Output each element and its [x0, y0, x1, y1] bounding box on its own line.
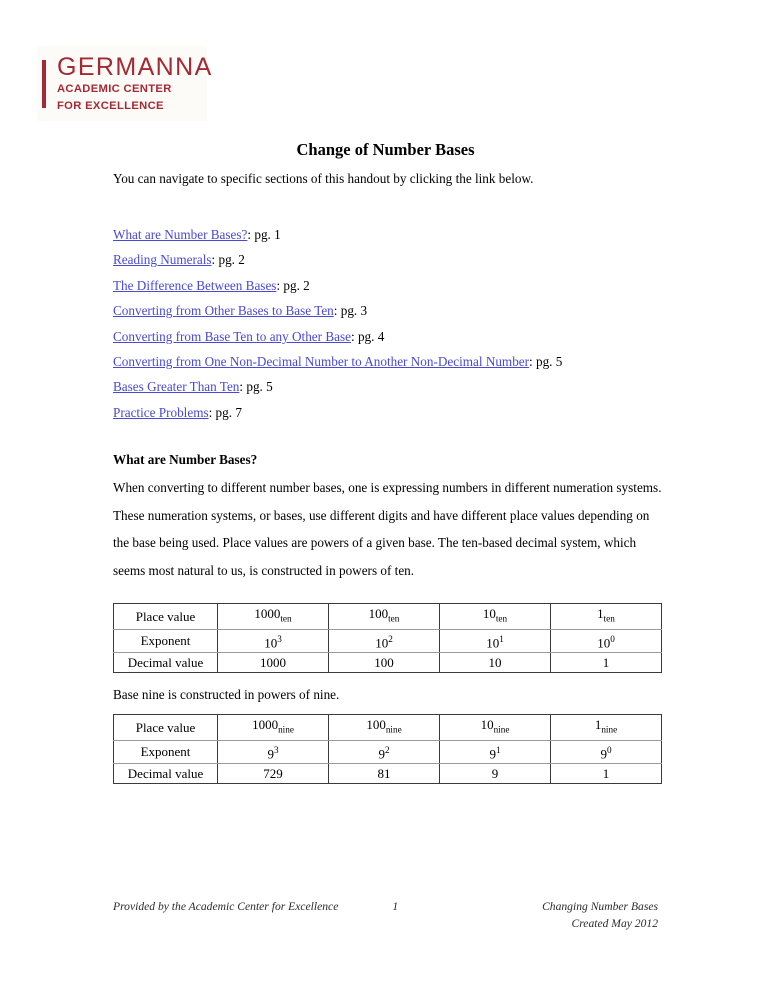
cell-base: 100 — [368, 606, 389, 621]
cell-subscript: nine — [493, 724, 510, 735]
table-row — [114, 715, 662, 741]
intro-text: You can navigate to specific sections of this handout by clicking the link below. — [113, 171, 534, 186]
cell-base: 9 — [378, 745, 385, 761]
table-row — [114, 763, 662, 783]
footer-doc-name: Changing Number Bases — [542, 900, 658, 913]
cell-decimal-value-4: 1 — [551, 763, 662, 783]
toc-link-practice-problems[interactable]: Practice Problems — [113, 404, 209, 420]
toc-entry — [113, 400, 673, 425]
cell-place-value-4 — [551, 604, 662, 630]
cell-base: 9 — [267, 745, 274, 761]
cell-subscript: nine — [601, 724, 618, 735]
cell-base: 10 — [375, 634, 389, 650]
page-title: Change of Number Bases — [296, 140, 475, 159]
cell-base: 10 — [486, 634, 500, 650]
cell-subscript: ten — [603, 613, 615, 624]
cell-base: 10 — [264, 634, 278, 650]
cell-decimal-value-1: 1000 — [218, 652, 329, 672]
base-ten-table — [113, 603, 662, 673]
toc-page-ref: : pg. 7 — [208, 404, 242, 420]
cell-base: 1 — [594, 717, 602, 732]
table-row — [114, 740, 662, 763]
base-nine-table — [113, 714, 662, 784]
toc-page-ref: : pg. 5 — [529, 354, 563, 370]
footer-provided-by: Provided by the Academic Center for Excellence — [113, 900, 339, 913]
toc-page-ref: : pg. 5 — [239, 379, 273, 395]
toc-page-ref: : pg. 2 — [276, 277, 310, 293]
toc-page-ref: : pg. 2 — [211, 252, 245, 268]
cell-superscript: 0 — [610, 633, 615, 644]
cell-subscript: ten — [388, 613, 400, 624]
cell-superscript: 3 — [273, 744, 279, 755]
row-label-place-value: Place value — [114, 715, 218, 741]
cell-base: 1 — [597, 606, 604, 621]
cell-exponent-2 — [329, 740, 440, 763]
footer-row-secondary — [113, 915, 658, 932]
cell-exponent-4 — [551, 629, 662, 652]
cell-base: 100 — [366, 717, 386, 732]
toc-entry — [113, 298, 673, 323]
cell-subscript: ten — [495, 613, 508, 624]
cell-exponent-3 — [440, 629, 551, 652]
cell-decimal-value-1: 729 — [218, 763, 329, 783]
section-heading-what-are-number-bases: What are Number Bases? — [113, 452, 258, 467]
cell-subscript: ten — [280, 613, 292, 624]
cell-superscript: 3 — [277, 633, 282, 644]
cell-place-value-1 — [218, 604, 329, 630]
cell-exponent-1 — [218, 629, 329, 652]
page-footer — [113, 898, 658, 932]
cell-superscript: 2 — [384, 744, 390, 755]
footer-page-number: 1 — [392, 900, 399, 913]
cell-superscript: 2 — [388, 633, 393, 644]
cell-exponent-4 — [551, 740, 662, 763]
toc-entry — [113, 324, 673, 349]
cell-exponent-2 — [329, 629, 440, 652]
germanna-logo — [37, 46, 213, 121]
cell-base: 9 — [600, 745, 607, 761]
table-row — [114, 604, 662, 630]
cell-decimal-value-3: 9 — [440, 763, 551, 783]
cell-base: 9 — [489, 745, 496, 761]
row-label-exponent: Exponent — [114, 740, 218, 763]
logo-wordmark: GERMANNA — [57, 52, 213, 81]
cell-base: 10 — [597, 634, 611, 650]
toc-page-ref: : pg. 3 — [333, 303, 368, 319]
cell-place-value-2 — [329, 715, 440, 741]
cell-place-value-1 — [218, 715, 329, 741]
toc-entry — [113, 222, 673, 247]
toc-page-ref: : pg. 4 — [351, 328, 385, 344]
cell-place-value-3 — [440, 604, 551, 630]
row-label-exponent: Exponent — [114, 629, 218, 652]
toc-link-converting-base-ten-to-other[interactable]: Converting from Base Ten to any Other Base — [113, 328, 351, 344]
cell-place-value-3 — [440, 715, 551, 741]
cell-subscript: nine — [278, 724, 294, 735]
cell-decimal-value-4: 1 — [551, 652, 662, 672]
cell-base: 1000 — [254, 606, 281, 621]
table-row — [114, 629, 662, 652]
cell-base: 10 — [480, 717, 494, 732]
toc-page-ref: : pg. 1 — [247, 227, 281, 242]
toc-entry — [113, 273, 673, 298]
toc-link-reading-numerals[interactable]: Reading Numerals — [113, 252, 212, 268]
row-label-decimal-value: Decimal value — [114, 763, 218, 783]
cell-subscript: nine — [385, 724, 402, 735]
toc-link-difference-between-bases[interactable]: The Difference Between Bases — [113, 277, 277, 293]
base-ten-table-wrapper — [113, 603, 662, 673]
cell-decimal-value-3: 10 — [440, 652, 551, 672]
base-nine-intro-text: Base nine is constructed in powers of nine. — [113, 687, 340, 702]
footer-row-primary — [113, 898, 658, 915]
cell-decimal-value-2: 81 — [329, 763, 440, 783]
row-label-place-value: Place value — [114, 604, 218, 630]
cell-base: 1000 — [252, 717, 279, 732]
cell-superscript: 0 — [606, 744, 612, 755]
toc-entry — [113, 374, 673, 399]
logo-tagline-line2: FOR EXCELLENCE — [57, 99, 164, 112]
cell-place-value-2 — [329, 604, 440, 630]
toc-link-what-are-number-bases[interactable]: What are Number Bases? — [113, 227, 248, 242]
logo-accent-bar-icon — [42, 60, 46, 108]
cell-exponent-3 — [440, 740, 551, 763]
cell-superscript: 1 — [499, 633, 504, 644]
toc-entry — [113, 247, 673, 272]
section-paragraph: When converting to different number bases, one is expressing numbers in different numeration systems. These numeration systems, or bases, use different digits and have different place values depending on the base being used. Place values are powers of a given base. The ten-based decimal system, which seems most natural to us, is constructed in powers of ten. — [113, 480, 662, 578]
toc-entry — [113, 349, 673, 374]
toc-link-bases-greater-than-ten[interactable]: Bases Greater Than Ten — [113, 379, 240, 395]
footer-created-date: Created May 2012 — [571, 917, 658, 930]
base-nine-table-wrapper — [113, 714, 662, 784]
row-label-decimal-value: Decimal value — [114, 652, 218, 672]
cell-decimal-value-2: 100 — [329, 652, 440, 672]
cell-place-value-4 — [551, 715, 662, 741]
table-of-contents — [113, 222, 673, 425]
logo-text-group — [57, 54, 213, 114]
cell-exponent-1 — [218, 740, 329, 763]
cell-superscript: 1 — [495, 744, 501, 755]
logo-tagline-line1: ACADEMIC CENTER — [57, 82, 172, 95]
toc-link-converting-other-to-base-ten[interactable]: Converting from Other Bases to Base Ten — [113, 303, 334, 319]
table-row — [114, 652, 662, 672]
toc-link-non-decimal-to-non-decimal[interactable]: Converting from One Non-Decimal Number to Another Non-Decimal Number — [113, 354, 530, 370]
cell-base: 10 — [482, 606, 496, 621]
